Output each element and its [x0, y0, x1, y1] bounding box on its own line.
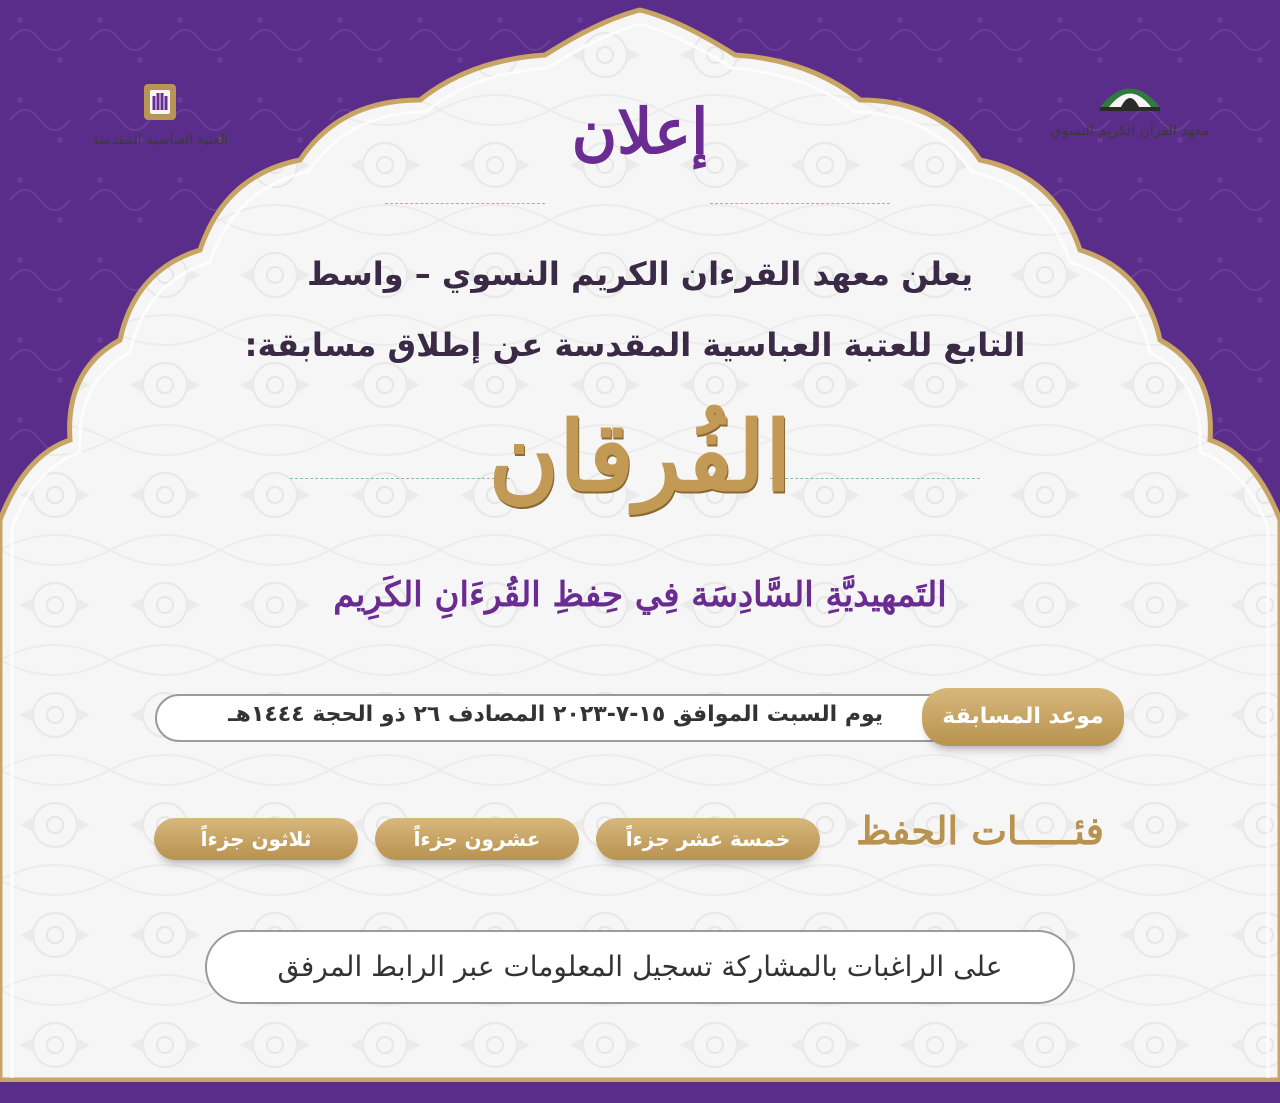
category-twenty-parts: عشرون جزءاً [375, 818, 579, 860]
abbas-shrine-logo [80, 80, 240, 148]
category-fifteen-parts: خمسة عشر جزءاً [596, 818, 820, 860]
dashed-divider [385, 203, 545, 204]
dashed-divider [770, 478, 980, 479]
announcement-title: إعلان [571, 95, 709, 168]
abbas-shrine-logo-text: العتبة العباسية المقدسة [91, 132, 229, 148]
registration-note: على الراغبات بالمشاركة تسجيل المعلومات عبر الرابط المرفق [205, 930, 1075, 1004]
dashed-divider [290, 478, 510, 479]
categories-label: فئـــــات الحفظ [856, 808, 1104, 853]
competition-name: الفُرقان [488, 400, 792, 513]
dashed-divider [710, 203, 890, 204]
hand-shrine-icon [138, 80, 182, 124]
quran-institute-logo-text: معهد القرآن الكريم النسوي [1050, 123, 1210, 139]
dome-book-icon [1095, 75, 1165, 115]
category-thirty-parts: ثلاثون جزءاً [154, 818, 358, 860]
date-label-badge: موعد المسابقة [922, 688, 1124, 746]
intro-line-1: يعلن معهد القرءان الكريم النسوي – واسط [306, 255, 974, 293]
intro-line-2: التابع للعتبة العباسية المقدسة عن إطلاق مسابقة: [244, 326, 1026, 364]
competition-subtitle: التَمهيديَّةِ السَّادِسَة فِي حِفظِ القُرءَانِ الكَرِيم [333, 575, 947, 615]
quran-institute-logo [1050, 75, 1210, 139]
date-value: يوم السبت الموافق ١٥-٧-٢٠٢٣ المصادف ٢٦ ذو الحجة ١٤٤٤هـ [228, 702, 883, 727]
bottom-border-strip [0, 1078, 1280, 1103]
